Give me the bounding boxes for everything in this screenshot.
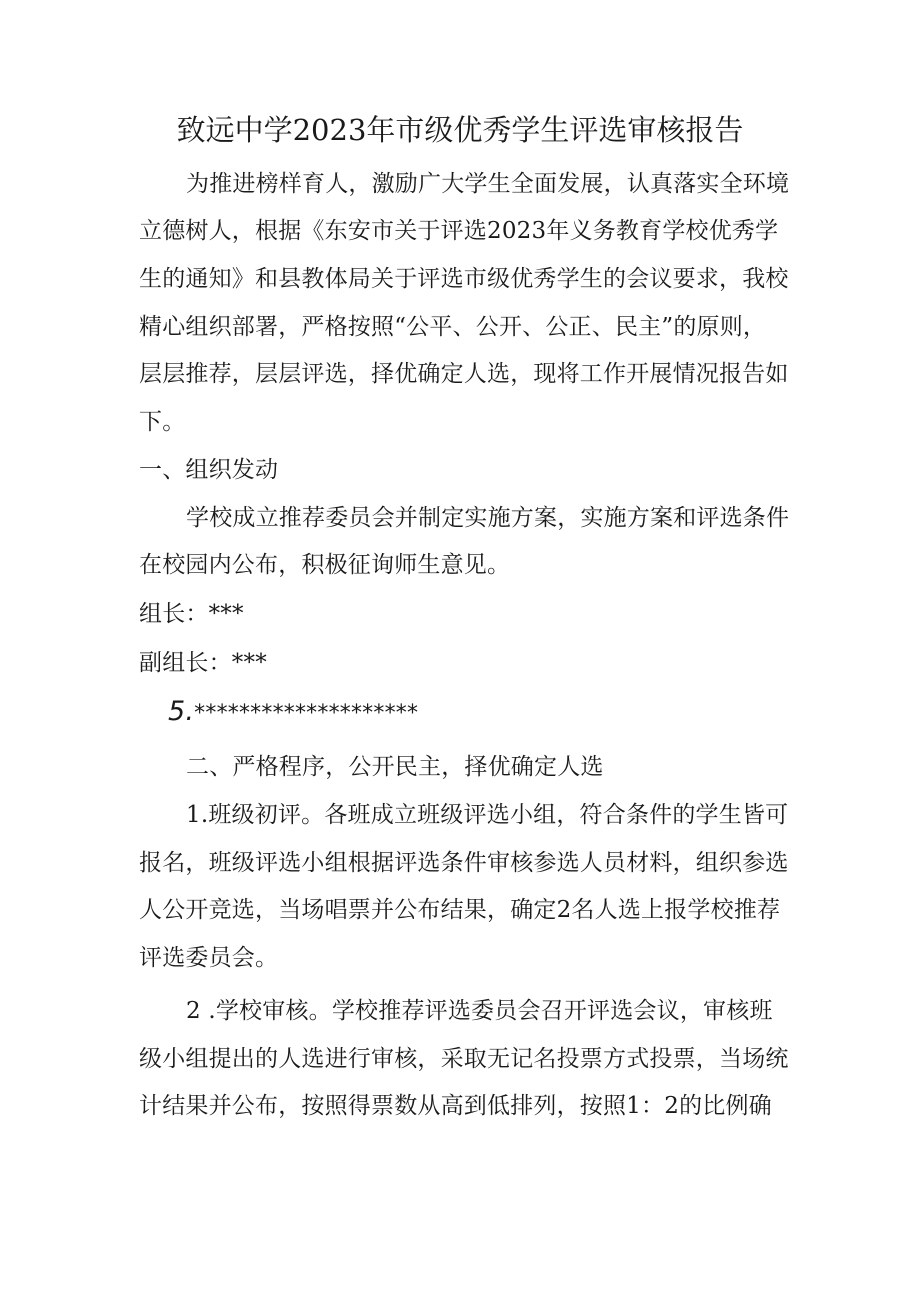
section-heading-1: 一、组织发动	[139, 457, 279, 483]
paragraph-line: 下。	[139, 409, 186, 435]
paragraph-line: 层层推荐，层层评选，择优确定人选，现将工作开展情况报告如	[139, 361, 789, 387]
document-title: 致远中学2023年市级优秀学生评选审核报告	[176, 113, 744, 147]
paragraph-line: 精心组织部署，严格按照“公平、公开、公正、民主”的原则，	[139, 314, 767, 340]
paragraph-line: 人公开竞选，当场唱票并公布结果，确定2名人选上报学校推荐	[139, 897, 781, 923]
paragraph-line: 报名，班级评选小组根据评选条件审核参选人员材料，组织参选	[139, 850, 789, 876]
list-item-5-text: ********************	[194, 701, 419, 726]
deputy-leader-line: 副组长：***	[139, 650, 267, 676]
paragraph-line: 2 .学校审核。学校推荐评选委员会召开评选会议，审核班	[186, 998, 773, 1024]
paragraph-line: 在校园内公布，积极征询师生意见。	[139, 552, 511, 578]
paragraph-line: 计结果并公布，按照得票数从高到低排列，按照1：2的比例确	[139, 1093, 772, 1119]
group-leader-line: 组长：***	[139, 601, 244, 627]
paragraph-line: 为推进榜样育人，激励广大学生全面发展，认真落实全环境	[186, 171, 790, 197]
paragraph-line: 1.班级初评。各班成立班级评选小组，符合条件的学生皆可	[186, 802, 789, 828]
paragraph-line: 生的通知》和县教体局关于评选市级优秀学生的会议要求，我校	[139, 266, 789, 292]
paragraph-line: 立德树人，根据《东安市关于评选2023年义务教育学校优秀学	[139, 218, 779, 244]
paragraph-line: 级小组提出的人选进行审核，采取无记名投票方式投票，当场统	[139, 1046, 789, 1072]
list-item-5-number: 5.	[168, 696, 195, 727]
paragraph-line: 学校成立推荐委员会并制定实施方案，实施方案和评选条件	[186, 505, 790, 531]
paragraph-line: 评选委员会。	[139, 945, 279, 971]
list-item-5	[168, 694, 418, 732]
section-heading-2: 二、严格程序，公开民主，择优确定人选	[186, 754, 604, 780]
